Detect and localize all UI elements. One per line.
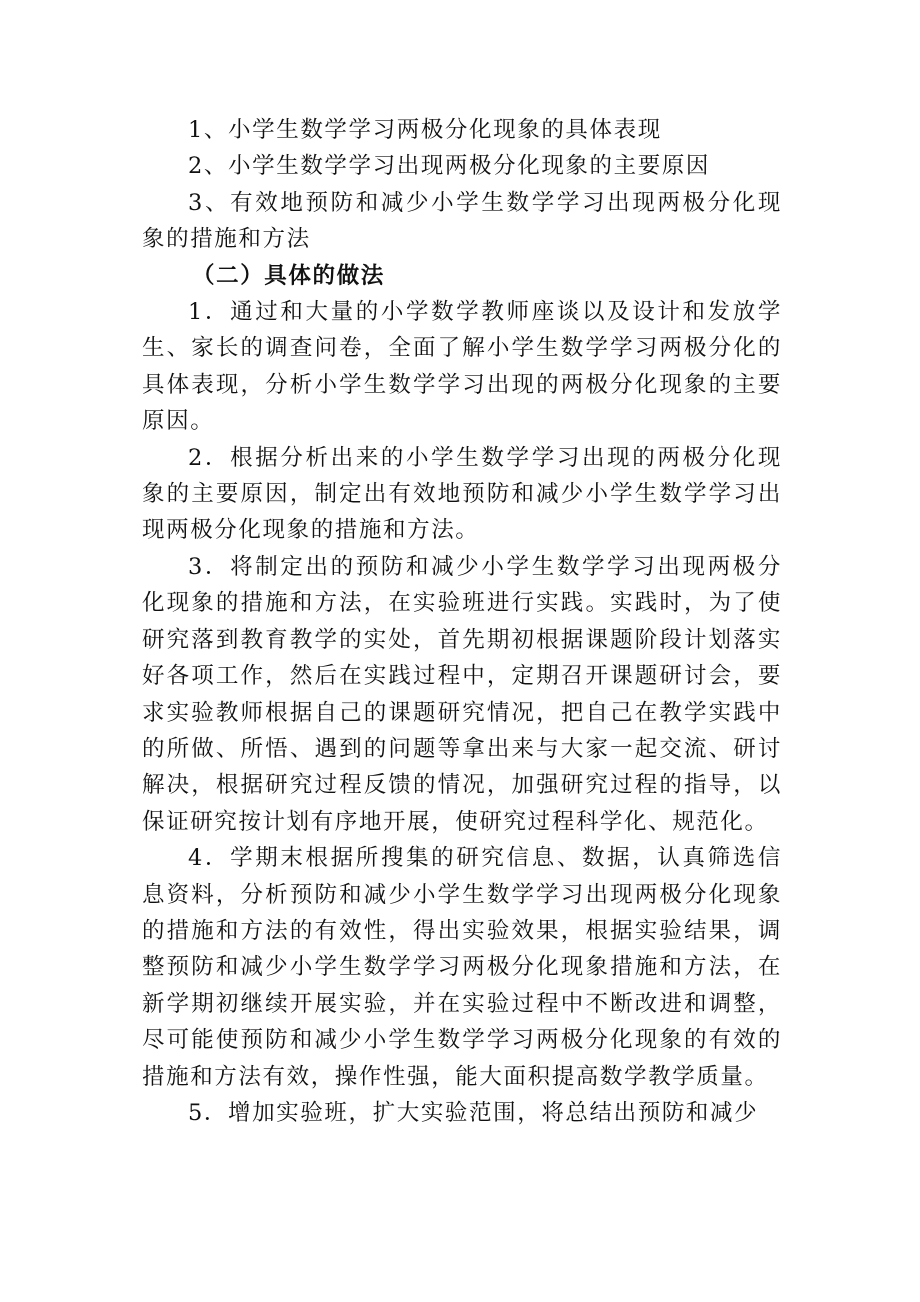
step-paragraph-2: 2．根据分析出来的小学生数学学习出现的两极分化现象的主要原因，制定出有效地预防和减少小学生数学学习出现两极分化现象的措施和方法。 [142, 444, 782, 544]
section-heading: （二）具体的做法 [192, 262, 385, 289]
step-paragraph-3: 3．将制定出的预防和减少小学生数学学习出现两极分化现象的措施和方法，在实验班进行实践。实践时，为了使研究落到教育教学的实处，首先期初根据课题阶段计划落实好各项工作，然后在实践过程中，定期召开课题研讨会，要求实验教师根据自己的课题研究情况，把自己在教学实践中的所做、所悟、遇到的问题等拿出来与大家一起交流、研讨解决，根据研究过程反馈的情况，加强研究过程的指导，以保证研究按计划有序地开展，使研究过程科学化、规范化。 [142, 553, 782, 835]
step-paragraph-1: 1．通过和大量的小学数学教师座谈以及设计和发放学生、家长的调查问卷，全面了解小学生数学学习两极分化的具体表现，分析小学生数学学习出现的两极分化现象的主要原因。 [142, 299, 782, 435]
research-item-3: 3、有效地预防和减少小学生数学学习出现两极分化现象的措施和方法 [142, 189, 782, 253]
step-paragraph-5: 5．增加实验班，扩大实验范围，将总结出预防和减少 [188, 1099, 759, 1126]
research-item-2: 2、小学生数学学习出现两极分化现象的主要原因 [188, 153, 711, 180]
research-item-1: 1、小学生数学学习两极分化现象的具体表现 [188, 117, 662, 143]
document-body [142, 112, 782, 1131]
step-paragraph-4: 4．学期末根据所搜集的研究信息、数据，认真筛选信息资料，分析预防和减少小学生数学学习出现两极分化现象的措施和方法的有效性，得出实验效果，根据实验结果，调整预防和减少小学生数学学习两极分化现象措施和方法，在新学期初继续开展实验，并在实验过程中不断改进和调整，尽可能使预防和减少小学生数学学习两极分化现象的有效的措施和方法有效，操作性强，能大面积提高数学教学质量。 [142, 845, 782, 1090]
